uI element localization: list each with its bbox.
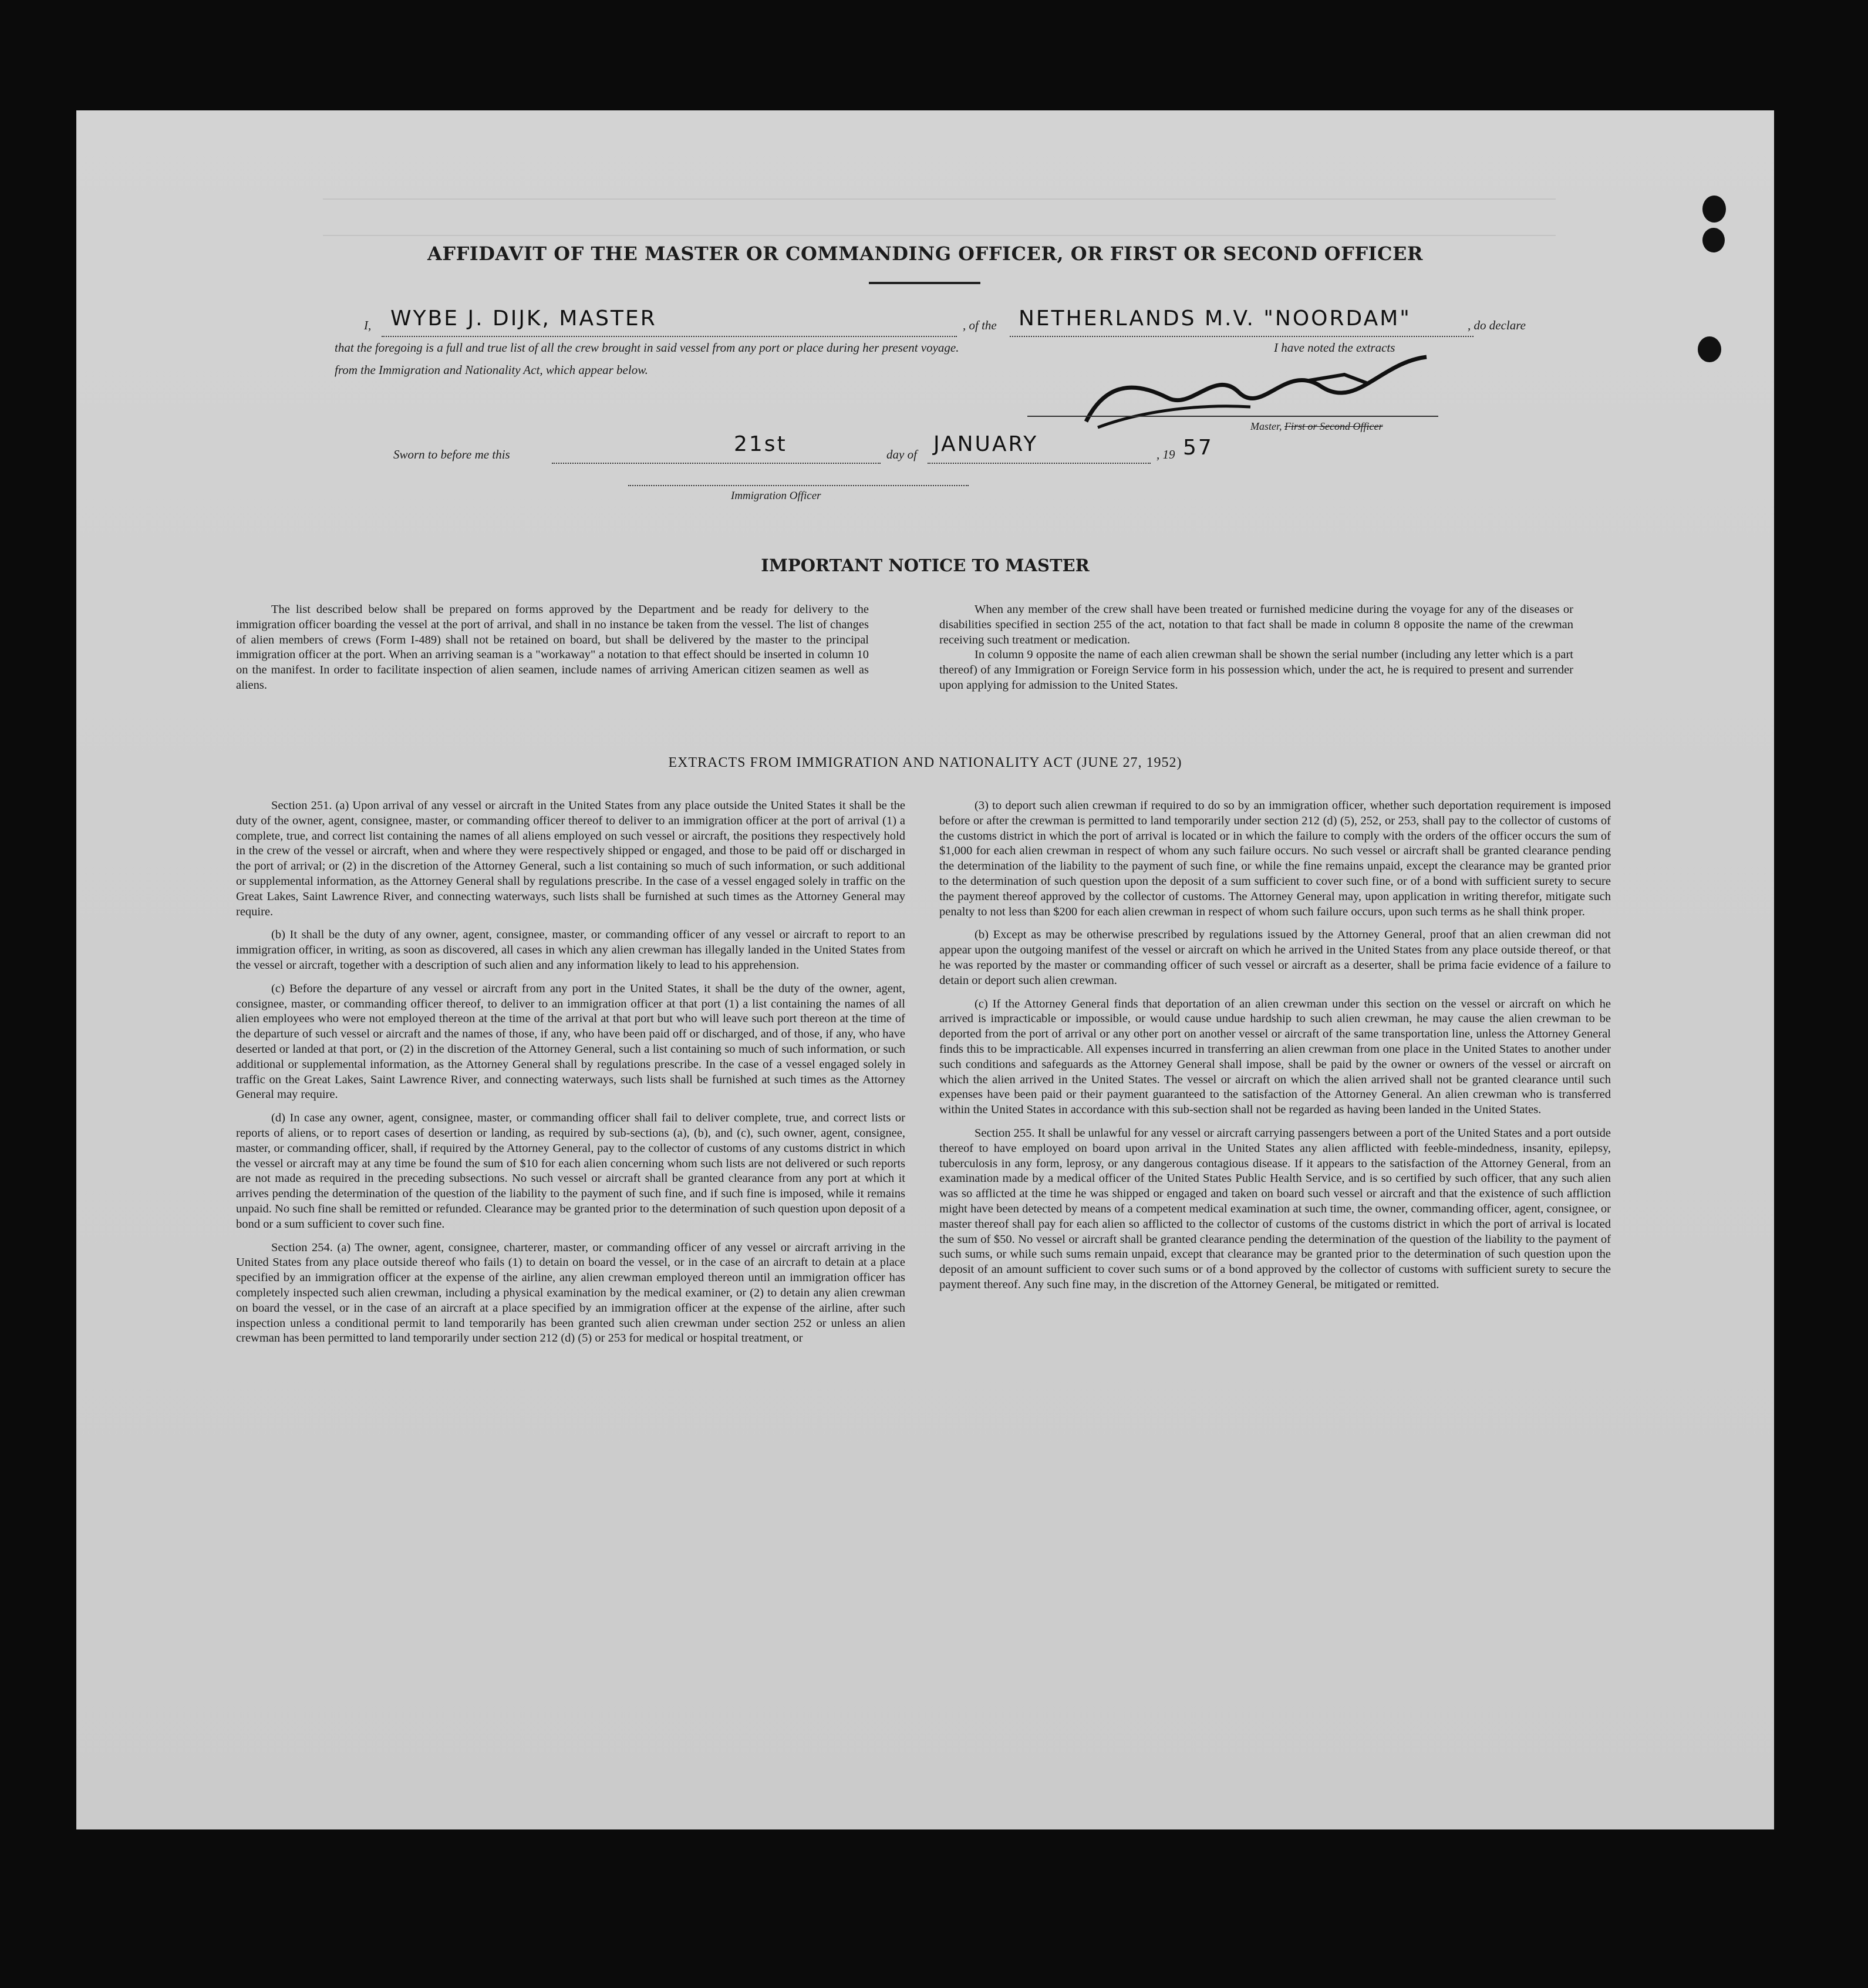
sworn-day-line (552, 463, 881, 464)
extract-section-254-c: (c) If the Attorney General finds that deportation of an alien crewman under this section on the vessel or aircraft on which he arrived is impracticable or impossible, or would cause undue hardship to such alien crewman, he may cause the alien crewman to be deported from the port of arrival or any other port on another vessel or aircraft of the same transportation line, unless the Attorney General finds this to be impracticable. All expenses incurred in transferring an alien crewman from one place in the United States to another under such conditions and safeguards as the Attorney General shall impose, shall be paid by the owner or owners of the vessel or aircraft on which the alien arrived in the United States. The vessel or aircraft on which the alien arrived shall not be granted clearance until such expenses have been paid or their payment guaranteed to the satisfaction of the Attorney General. An alien crewman who is transferred within the United States in accordance with this sub-section shall not be regarded as having been landed in the United States. (939, 997, 1611, 1117)
notice-right-paragraph-2: In column 9 opposite the name of each alien crewman shall be shown the serial number (including any letter which is a part thereof) of any Immigration or Foreign Service form in his possession which, under the act, he is required to present and surrender upon applying for admission to the United States. (939, 648, 1573, 692)
extract-section-254-a: Section 254. (a) The owner, agent, consignee, charterer, master, or commanding officer of any vessel or aircraft arriving in the United States from any place outside thereof who fails (1) to detain on board the vessel, or in the case of an aircraft to detain at a place specified by an immigration officer at the expense of the airline, any alien crewman employed thereon until an immigration officer has completely inspected such alien crewman, including a physical examination by the medical examiner, or (2) to detain any alien crewman on board the vessel, or in the case of an aircraft at a place specified by an immigration officer at the expense of the airline, after such inspection unless a conditional permit to land temporarily has been granted such alien crewman under section 252 or unless an alien crewman has been permitted to land temporarily under section 212 (d) (5) or 253 for medical or hospital treatment, or (236, 1241, 905, 1345)
master-name: WYBE J. DIJK, MASTER (390, 306, 657, 331)
vessel-name: NETHERLANDS M.V. "NOORDAM" (1019, 306, 1411, 331)
i-label: I, (364, 318, 372, 332)
vessel-name-line (1010, 336, 1474, 337)
signature-line (1027, 416, 1438, 417)
document-page (76, 110, 1774, 1829)
bleed-through-header (323, 198, 1556, 236)
do-declare-label: , do declare (1468, 318, 1526, 332)
punch-hole-1 (1702, 196, 1726, 223)
master-caption: Master, (1250, 420, 1282, 432)
extract-section-255: Section 255. It shall be unlawful for any vessel or aircraft carrying passengers between a port of the United States and a port outside thereof to have employed on board upon arrival in the United States any alien afflicted with feeble-mindedness, insanity, epilepsy, tuberculosis in any form, leprosy, or any dangerous contagious disease. If it appears to the satisfaction of the Attorney General, from an examination made by a medical officer of the United States Public Health Service, and is so certified by such officer, that any such alien was so afflicted at the time he was shipped or engaged and taken on board such vessel or aircraft and that the existence of such affliction might have been detected by means of a competent medical examination at such time, the owner, commanding officer, agent, consignee, or master thereof shall pay for each alien so afflicted to the collector of customs of the customs district in which the port of arrival is located the sum of $50. No vessel or aircraft shall be granted clearance pending the determination of the question of the liability to the payment of such sums, or while such sums remain unpaid, except that clearance may be granted prior to the determination of such question upon the deposit of an amount sufficient to cover such sums or of a bond approved by the collector of customs with sufficient surety to secure the payment thereof. Any such fine may, in the discretion of the Attorney General, be mitigated or remitted. (939, 1126, 1611, 1291)
notice-left-column (236, 602, 869, 702)
extracts-right-column (939, 798, 1611, 1301)
day-of-label: day of (886, 447, 917, 461)
sworn-line (393, 427, 1215, 469)
extracts-title: EXTRACTS FROM IMMIGRATION AND NATIONALITY ACT (JUNE 27, 1952) (668, 755, 1182, 770)
declaration-line-2: that the foregoing is a full and true list of all the crew brought in said vessel from any port or place during her present voyage. (335, 341, 959, 355)
immigration-officer-caption: Immigration Officer (731, 490, 821, 502)
sworn-month: JANUARY (933, 432, 1038, 456)
notice-title: IMPORTANT NOTICE TO MASTER (761, 555, 1090, 575)
punch-hole-2 (1702, 228, 1725, 252)
affidavit-title: AFFIDAVIT OF THE MASTER OR COMMANDING OFFICER, OR FIRST OR SECOND OFFICER (427, 242, 1423, 265)
year-prefix: , 19 (1156, 447, 1175, 461)
notice-right-paragraph-1: When any member of the crew shall have been treated or furnished medicine during the voyage for any of the diseases or disabilities specified in section 255 of the act, notation to that fact shall be made in column 8 opposite the name of the crewman receiving such treatment or medication. (939, 603, 1573, 646)
extract-section-254-b: (b) Except as may be otherwise prescribed by regulations issued by the Attorney General, proof that an alien crewman did not appear upon the outgoing manifest of the vessel or aircraft on which he arrived in the United States from any place outside thereof, or that he was reported by the master or commanding officer of such vessel or aircraft as a deserter, shall be prima facie evidence of a failure to detain or deport such alien crewman. (939, 928, 1611, 987)
extract-section-251-a: Section 251. (a) Upon arrival of any vessel or aircraft in the United States from any place outside the United States it shall be the duty of the owner, agent, consignee, master, or commanding officer thereof to deliver to an immigration officer at the port of arrival (1) a complete, true, and correct list containing the names of all aliens employed on such vessel or aircraft, the positions they respectively hold in the crew of the vessel or aircraft, when and where they were respectively shipped or engaged, and those to be paid off or discharged in the port of arrival; or (2) in the discretion of the Attorney General, such a list containing so much of such information, or such additional or supplemental information, as the Attorney General shall by regulations prescribe. In the case of a vessel engaged solely in traffic on the Great Lakes, Saint Lawrence River, and connecting waterways, such lists shall be furnished at such times as the Attorney General may require. (236, 799, 905, 918)
title-divider (869, 282, 980, 284)
master-name-line (382, 336, 957, 337)
sworn-month-line (928, 463, 1151, 464)
extracts-left-column (236, 798, 905, 1354)
extract-section-254-a-cont: (3) to deport such alien crewman if required to do so by an immigration officer, whether such deportation requirement is imposed before or after the crewman is permitted to land temporarily under section 212 (d) (5), 252, or 253, shall pay to the collector of customs of the customs district in which the port of arrival is located or in which the failure to comply with the orders of the officer occurs the sum of $1,000 for each alien crewman in respect of whom any such failure occurs. No such vessel or aircraft shall be granted clearance pending the determination of the liability to the payment of such fine, or while the fine remains unpaid, except the clearance may be granted prior to the determination of such question upon the deposit of a sum sufficient to cover such fine, or of a bond with sufficient surety to secure the payment thereof approved by the collector of customs. The Attorney General may, upon application in writing therefor, mitigate such penalty to not less than $200 for each alien crewman in respect of whom such failure occurs, upon such terms as he shall think proper. (939, 799, 1611, 918)
extract-section-251-c: (c) Before the departure of any vessel or aircraft from any port in the United States, it shall be the duty of the owner, agent, consignee, master, or commanding officer thereof, to deliver to an immigration officer at that port (1) a list containing the names of all alien employees who were not employed thereon at the time of the arrival at that port but who will leave such port thereon at the time of the departure of such vessel or aircraft and the names of those, if any, who have been paid off or discharged, and of those, if any, who have deserted or landed at that port, or (2) in the discretion of the Attorney General, such a list containing so much of such information, or such additional or supplemental information, as the Attorney General shall by regulations prescribe. In the case of a vessel engaged solely in traffic on the Great Lakes, Saint Lawrence River, and connecting waterways, such lists shall be furnished at such times as the Attorney General may require. (236, 982, 905, 1101)
punch-hole-3 (1698, 336, 1721, 362)
of-the-label: , of the (963, 318, 997, 332)
notice-right-column (939, 602, 1573, 702)
extract-section-251-b: (b) It shall be the duty of any owner, agent, consignee, master, or commanding officer of any vessel or aircraft to report to an immigration officer, in writing, as soon as discovered, all cases in which any alien crewman has illegally landed in the United States from the vessel or aircraft, together with a description of such alien and any information likely to lead to his apprehension. (236, 928, 905, 972)
immigration-officer-line (628, 485, 969, 486)
declaration-line (364, 304, 1538, 342)
officer-caption-struck: First or Second Officer (1284, 420, 1383, 432)
signature-caption (1250, 420, 1383, 433)
sworn-day: 21st (734, 432, 787, 456)
year-suffix: 57 (1183, 436, 1213, 460)
declaration-line-3: from the Immigration and Nationality Act, which appear below. (335, 363, 648, 377)
sworn-label: Sworn to before me this (393, 447, 510, 461)
notice-left-paragraph: The list described below shall be prepared on forms approved by the Department and be ready for delivery to the immigration officer boarding the vessel at the port of arrival, and shall in no instance be taken from the vessel. The list of changes of alien members of crews (Form I-489) shall not be retained on board, but shall be delivered by the master to the principal immigration officer at the port. When an arriving seaman is a "workaway" a notation to that effect should be inserted in column 10 on the manifest. In order to facilitate inspection of alien seamen, include names of arriving American citizen seamen as well as aliens. (236, 603, 869, 692)
extract-section-251-d: (d) In case any owner, agent, consignee, master, or commanding officer shall fail to deliver complete, true, and correct lists or reports of aliens, or to report cases of desertion or landing, as required by sub-sections (a), (b), and (c), such owner, agent, consignee, master, or commanding officer, shall, if required by the Attorney General, pay to the collector of customs of any customs district in which the vessel or aircraft may at any time be found the sum of $10 for each alien concerning whom such lists are not delivered or such reports are not made as required in the preceding subsections. No such vessel or aircraft shall be granted clearance from any port at which it arrives pending the determination of the question of the liability to the payment of such fine, and if such fine is imposed, while it remains unpaid. No such fine shall be remitted or refunded. Clearance may be granted prior to the determination of such question upon deposit of a bond or a sum sufficient to cover such fine. (236, 1111, 905, 1231)
declaration-line-2-right: I have noted the extracts (1274, 341, 1395, 355)
